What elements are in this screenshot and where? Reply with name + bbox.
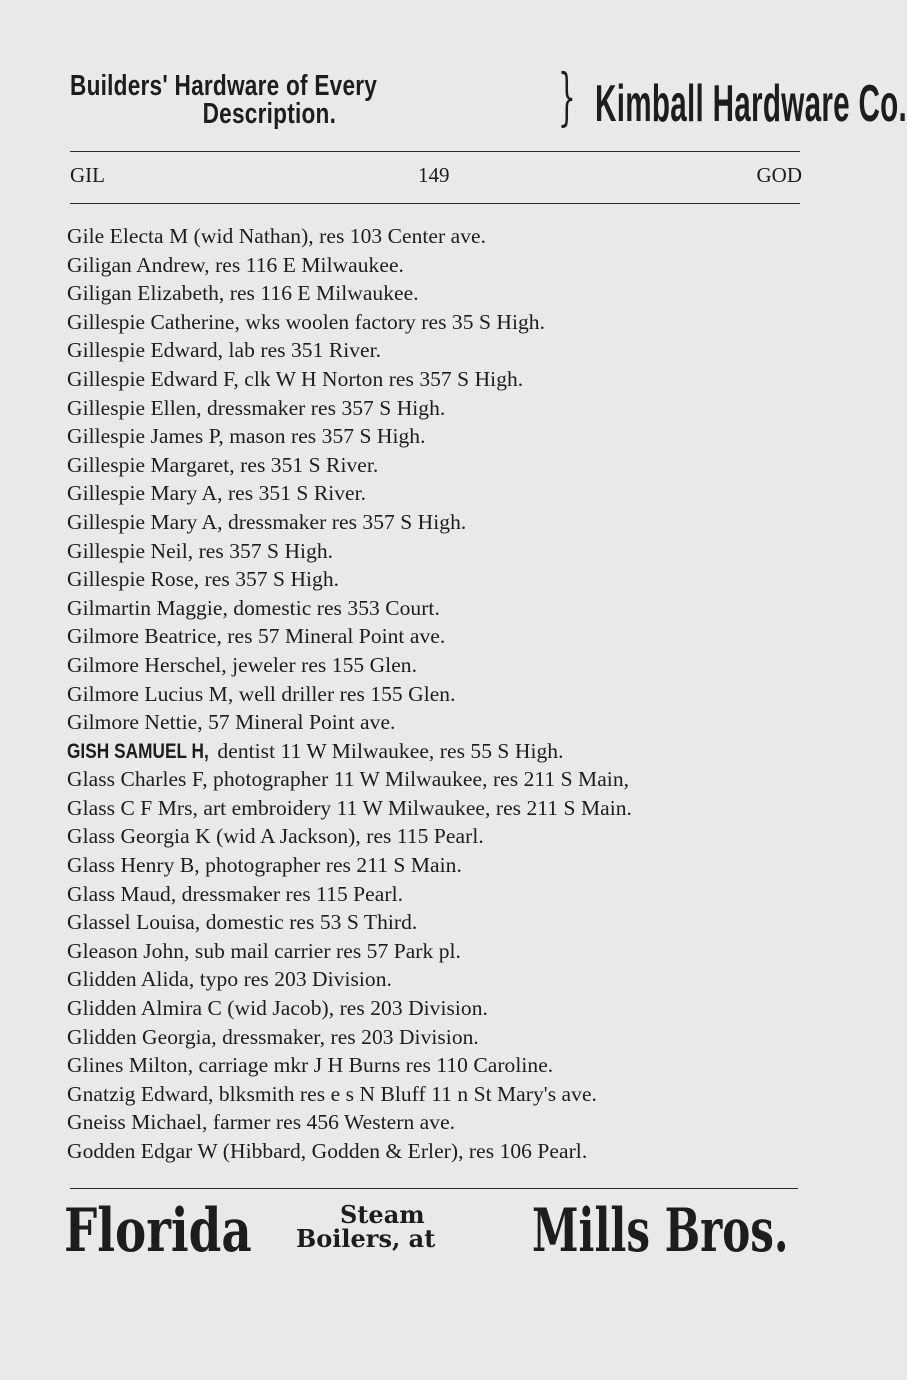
directory-entry [67, 308, 807, 337]
entry-name: Gilmore Herschel [67, 652, 222, 677]
directory-entry [67, 651, 807, 680]
bottom-divider [70, 1188, 798, 1189]
entry-name: Gillespie Mary A [67, 509, 218, 534]
entry-details: , res 116 E Milwaukee. [204, 252, 404, 277]
top-divider [70, 151, 800, 152]
directory-entries [67, 222, 807, 1166]
entry-details: , res 351 S River. [229, 452, 379, 477]
directory-entry [67, 908, 807, 937]
entry-details: , farmer res 456 Western ave. [202, 1110, 456, 1135]
entry-details: , well driller res 155 Glen. [227, 681, 456, 706]
entry-name: Gilmore Beatrice [67, 624, 217, 649]
entry-details: , res 351 S River. [217, 481, 367, 506]
bottom-advertisement [64, 1195, 804, 1275]
directory-entry [67, 451, 807, 480]
directory-entry [67, 508, 807, 537]
entry-details: , photographer 11 W Milwaukee, res 211 S Main, [202, 767, 630, 792]
running-head [70, 160, 802, 190]
entry-name: GISH SAMUEL H, [67, 739, 209, 763]
entry-details: , typo res 203 Division. [188, 967, 392, 992]
entry-details: , jeweler res 155 Glen. [221, 652, 418, 677]
entry-name: Glass Charles F [67, 767, 203, 792]
running-head-left: GIL [70, 163, 105, 187]
directory-entry [67, 880, 807, 909]
directory-entry [67, 765, 807, 794]
entry-details: , blksmith res e s N Bluff 11 n St Mary's ave. [208, 1081, 597, 1106]
entry-name: Gillespie James P [67, 424, 219, 449]
entry-name: Glassel Louisa [67, 910, 195, 935]
top-advertisement [70, 60, 907, 142]
entry-name: Glines Milton [67, 1053, 188, 1078]
directory-entry [67, 336, 807, 365]
running-head-right: GOD [756, 163, 802, 187]
entry-details: , photographer res 211 S Main. [194, 853, 462, 878]
entry-details: , wks woolen factory res 35 S High. [234, 309, 545, 334]
directory-entry [67, 1080, 807, 1109]
entry-details: , lab res 351 River. [217, 338, 382, 363]
entry-name: Gneiss Michael [67, 1110, 203, 1135]
directory-entry [67, 965, 807, 994]
entry-name: Glidden Alida [67, 967, 189, 992]
directory-entry [67, 1051, 807, 1080]
directory-entry [67, 279, 807, 308]
entry-details: dentist 11 W Milwaukee, res 55 S High. [212, 738, 564, 763]
directory-entry [67, 365, 807, 394]
entry-details: , domestic res 53 S Third. [194, 910, 418, 935]
entry-details: , art embroidery 11 W Milwaukee, res 211 S Main. [192, 795, 632, 820]
entry-details: , domestic res 353 Court. [222, 595, 440, 620]
entry-name: Gillespie Mary A [67, 481, 218, 506]
ad-tagline-line2: Description. [202, 98, 337, 130]
directory-entry [67, 422, 807, 451]
directory-entry [67, 994, 807, 1023]
entry-details: , res 116 E Milwaukee. [218, 281, 419, 306]
ad-tagline-line1: Builders' Hardware of Every [70, 70, 378, 102]
entry-name: Gillespie Edward F [67, 366, 234, 391]
directory-entry [67, 708, 807, 737]
directory-entry [67, 822, 807, 851]
entry-details: , clk W H Norton res 357 S High. [233, 366, 524, 391]
entry-details: , mason res 357 S High. [218, 424, 426, 449]
entry-name: Godden Edgar W [67, 1139, 218, 1163]
entry-name: Gillespie Catherine [67, 309, 235, 334]
ad-mills-bros: Mills Bros. [532, 1196, 789, 1266]
ad-steam: Steam [340, 1200, 425, 1229]
directory-entry [67, 565, 807, 594]
directory-entry [67, 794, 807, 823]
entry-name: Gnatzig Edward [67, 1081, 208, 1106]
ad-company-name: Kimball Hardware Co. [595, 75, 907, 133]
directory-entry [67, 851, 807, 880]
directory-entry [67, 537, 807, 566]
directory-entry [67, 479, 807, 508]
entry-name: Gillespie Rose [67, 567, 194, 592]
entry-details: , dressmaker res 115 Pearl. [170, 881, 404, 906]
directory-entry [67, 680, 807, 709]
ad-boilers: Boilers, at [296, 1224, 436, 1253]
directory-entry [67, 1137, 807, 1166]
entry-details: (wid Nathan), res 103 Center ave. [188, 224, 487, 248]
directory-entry [67, 937, 807, 966]
entry-details: , res 57 Mineral Point ave. [216, 624, 446, 649]
header-divider [70, 203, 800, 204]
entry-name: Gillespie Edward [67, 338, 218, 363]
entry-details: , dressmaker res 357 S High. [196, 395, 446, 420]
entry-name: Gilmore Lucius M [67, 681, 228, 706]
entry-name: Gilmore Nettie [67, 710, 198, 735]
directory-entry [67, 251, 807, 280]
entry-name: Giligan Elizabeth [67, 281, 219, 306]
entry-name: Glidden Georgia [67, 1024, 212, 1049]
entry-name: Glidden Almira C [67, 996, 222, 1021]
directory-entry [67, 1023, 807, 1052]
entry-name: Gile Electa M [67, 224, 189, 248]
entry-details: , dressmaker res 357 S High. [217, 509, 467, 534]
entry-details: , dressmaker, res 203 Division. [211, 1024, 479, 1049]
entry-name: Glass Maud [67, 881, 171, 906]
entry-name: Gleason John [67, 938, 185, 963]
ad-florida: Florida [64, 1196, 252, 1266]
entry-details: , res 357 S High. [193, 567, 340, 592]
entry-details: , res 357 S High. [187, 538, 334, 563]
entry-details: , 57 Mineral Point ave. [197, 710, 396, 735]
directory-entry [67, 394, 807, 423]
entry-name: Giligan Andrew [67, 252, 205, 277]
directory-entry [67, 222, 807, 251]
directory-entry [67, 737, 807, 766]
entry-name: Glass C F Mrs [67, 795, 193, 820]
entry-name: Gillespie Neil [67, 538, 188, 563]
ad-steam-boilers [296, 1200, 506, 1253]
directory-entry [67, 622, 807, 651]
entry-details: (wid A Jackson), res 115 Pearl. [210, 824, 484, 849]
entry-name: Gillespie Margaret [67, 452, 230, 477]
entry-name: Glass Henry B [67, 853, 195, 878]
directory-entry [67, 594, 807, 623]
entry-name: Gilmartin Maggie [67, 595, 223, 620]
ad-tagline [70, 72, 405, 128]
entry-details: (Hibbard, Godden & Erler), res 106 Pearl. [217, 1139, 588, 1163]
ad-brace: } [558, 60, 576, 133]
page-number: 149 [418, 163, 450, 187]
entry-details: (wid Jacob), res 203 Division. [221, 996, 488, 1021]
entry-details: , carriage mkr J H Burns res 110 Caroline. [187, 1053, 554, 1078]
entry-name: Glass Georgia K [67, 824, 211, 849]
entry-details: , sub mail carrier res 57 Park pl. [184, 938, 461, 963]
directory-entry [67, 1108, 807, 1137]
entry-name: Gillespie Ellen [67, 395, 197, 420]
